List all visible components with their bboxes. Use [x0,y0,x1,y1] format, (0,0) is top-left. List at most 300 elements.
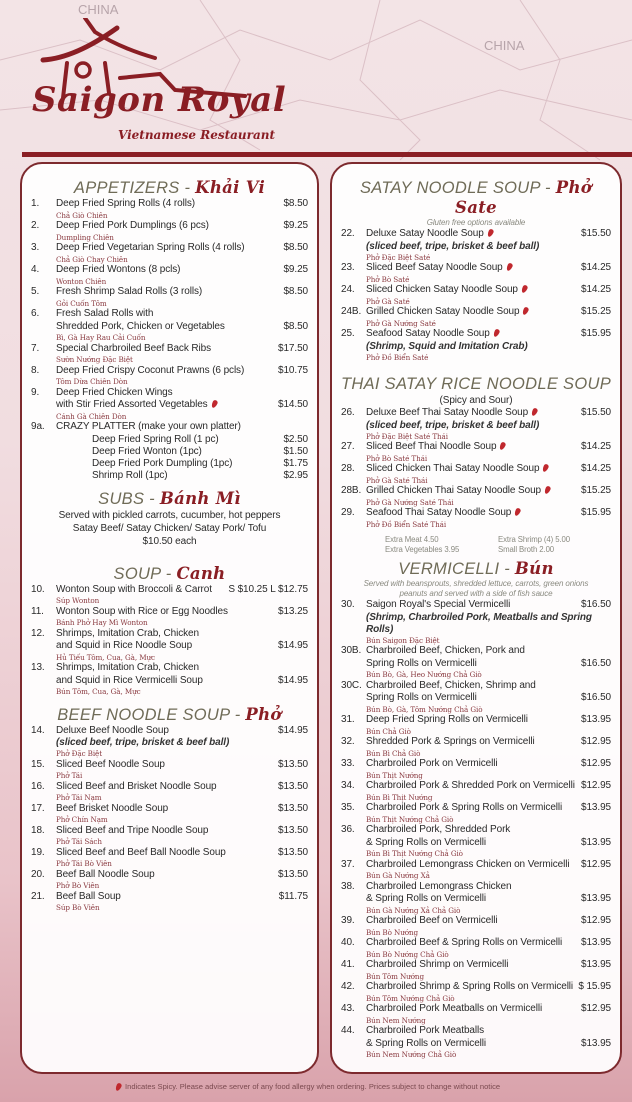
item-number: 24B. [341,306,362,317]
footer-text: Indicates Spicy. Please advise server of any food allergy when ordering. Prices subject to change without notice [125,1081,501,1091]
item-name-text: Deep Fried Chicken Wings [56,386,173,398]
item-number: 20. [31,868,45,880]
item-name-line [56,825,308,838]
item-name-line [366,859,611,872]
section-title-subs: SUBS - Bánh Mì [98,488,241,508]
item-name-text: Charbroiled Pork on Vermicelli [366,758,498,769]
menu-item [341,306,611,328]
item-name-text: Shrimps, Imitation Crab, Chicken [56,627,199,639]
item-name [56,606,274,619]
item-name [366,645,611,658]
item-name-line [56,399,308,412]
item-price: $14.95 [278,640,308,652]
item-name [56,387,308,400]
item-name-text: CRAZY PLATTER (make your own platter) [56,421,241,432]
item-price: $13.95 [581,893,611,904]
item-name-line [56,365,308,378]
menu-item [341,881,611,916]
item-name-text: Sliced Beef Satay Noodle Soup [366,262,503,273]
menu-item [31,286,308,308]
item-price: $15.50 [581,407,611,418]
item-body [366,1025,611,1060]
menu-item [31,781,308,803]
item-name [366,736,577,749]
item-price: $12.95 [581,1003,611,1014]
section-title-satay-noodle-soup: SATAY NOODLE SOUP - Phở Sate [359,178,593,217]
menu-item [341,736,611,758]
item-name-text: Shrimps, Imitation Crab, Chicken [56,662,199,674]
map-label: CHINA [484,38,525,53]
item-body [366,937,611,959]
item-name-text: & Spring Rolls on Vermicelli [366,1037,487,1049]
item-name-line [56,242,308,255]
item-name-line [366,959,611,972]
item-name-line [366,680,611,693]
item-name [366,981,574,994]
item-name [56,584,224,597]
item-name-text: Shredded Pork & Springs on Vermicelli [366,736,535,747]
item-name-text: Fresh Shrimp Salad Rolls (3 rolls) [56,286,203,297]
item-price: $8.50 [283,198,308,209]
item-price: $9.25 [283,264,308,275]
menu-item [341,1003,611,1025]
item-number: 19. [31,846,45,858]
item-vietnamese-name: Bún Thịt Nướng [366,770,423,780]
item-vietnamese-name: Bún Thịt Nướng Chả Giò [366,814,454,824]
item-description: (Shrimp, Squid and Imitation Crab) [366,340,528,352]
item-name [56,421,308,434]
item-number: 33. [341,758,355,769]
menu-item [31,891,308,913]
item-name-text: Charbroiled Beef on Vermicelli [366,915,498,926]
item-name-text: Sliced Beef and Tripe Noodle Soup [56,824,209,836]
platter-option [56,434,308,446]
item-price: $13.95 [581,836,611,848]
chili-pepper-icon [544,485,552,494]
item-vietnamese-name: Phở Tái Bò Viên [56,859,112,869]
item-name [366,837,577,850]
item-name [56,640,274,653]
item-vietnamese-name: Cánh Gà Chiên Dòn [56,411,127,421]
menu-item [341,937,611,959]
item-name-text: Charbroiled Pork, Shredded Pork [366,824,511,835]
item-number: 10. [31,583,45,595]
item-name-line [366,228,611,241]
item-vietnamese-name: Gỏi Cuốn Tôm [56,298,107,308]
item-price: $ 15.95 [578,981,611,992]
item-price: $16.50 [581,599,611,610]
item-name [366,959,577,972]
platter-option-name: Deep Fried Spring Roll (1 pc) [92,433,219,445]
item-price: $14.25 [581,284,611,295]
item-vietnamese-name: Bún Tôm Nướng Chả Giò [366,993,455,1003]
item-body [366,507,611,529]
item-price: $12.95 [581,915,611,926]
item-name [366,485,577,498]
gluten-free-note: Gluten free options available [426,218,526,227]
item-name-line [366,1003,611,1016]
menu-item [31,759,308,781]
item-number: 40. [341,937,355,948]
platter-option-price: $2.50 [283,433,308,445]
item-body [56,825,308,847]
menu-item [31,825,308,847]
item-name-line [56,675,308,688]
item-body [366,802,611,824]
item-price: $12.95 [581,758,611,769]
menu-item [31,803,308,825]
item-number: 42. [341,981,355,992]
item-vietnamese-name: Phở Đồ Biển Saté [366,352,429,362]
spicy-sour-note: (Spicy and Sour) [439,395,513,406]
item-vietnamese-name: Bún Bì Chả Giò [366,748,421,758]
item-body [366,328,611,362]
item-vietnamese-name: Chả Giò Chay Chiên [56,254,128,264]
item-name-line [366,262,611,275]
item-price: $13.50 [278,868,308,880]
item-number: 5. [31,286,40,297]
item-name [366,658,577,671]
menu-item [341,1025,611,1060]
item-name-line [366,780,611,793]
item-price: $14.25 [581,463,611,474]
item-name [56,220,279,233]
item-body [366,485,611,507]
item-body [56,343,308,365]
item-number: 6. [31,308,40,319]
item-name-line [56,781,308,794]
item-body [56,781,308,803]
item-price: $16.50 [581,657,611,669]
item-name [56,781,274,794]
item-body [56,421,308,483]
item-vietnamese-name: Phở Gà Nướng Saté Thái [366,497,454,507]
item-number: 2. [31,220,40,231]
item-name-text: Deep Fried Pork Dumplings (6 pcs) [56,220,209,231]
menu-item [341,507,611,529]
item-name-text: & Spring Rolls on Vermicelli [366,836,487,848]
section-title-beef-noodle-soup: BEEF NOODLE SOUP - Phở [57,704,282,724]
item-body [56,365,308,387]
item-number: 32. [341,736,355,747]
item-name-line [56,606,308,619]
section-title-soup: SOUP - Canh [113,563,226,583]
item-vietnamese-name: Phở Gà Saté Thái [366,475,428,485]
item-name-line [56,421,308,434]
item-name [56,264,279,277]
item-name-line [56,286,308,299]
item-name-text: Deluxe Satay Noodle Soup [366,228,484,239]
menu-item [31,343,308,365]
item-vietnamese-name: Phở Đồ Biển Saté Thái [366,519,447,529]
item-name-text: Seafood Satay Noodle Soup [366,328,490,339]
chili-pepper-icon [531,407,539,416]
item-body [56,308,308,343]
item-name [56,869,274,882]
item-name [366,1038,577,1051]
item-name-line [366,824,611,837]
menu-item [341,599,611,645]
item-vietnamese-name: Bún Saigon Đặc Biệt [366,635,440,645]
item-name-line [56,584,308,597]
menu-item [341,758,611,780]
item-number: 36. [341,824,355,835]
item-name [366,714,577,727]
item-price: $13.95 [581,714,611,725]
item-name-line [56,891,308,904]
item-vietnamese-name: Phở Gà Saté [366,296,410,306]
item-name-line [366,645,611,658]
item-number: 18. [31,824,45,836]
item-name [366,859,577,872]
menu-item [31,725,308,759]
menu-item [341,262,611,284]
item-body [366,284,611,306]
item-price: $13.95 [581,1037,611,1049]
item-name-line [366,692,611,705]
item-name-text: Charbroiled Pork Meatballs on Vermicelli [366,1003,543,1014]
item-price: $13.95 [581,959,611,970]
item-body [56,387,308,422]
item-name-text: Sliced Beef Thai Noodle Soup [366,441,497,452]
item-name-line [56,628,308,641]
item-name-line [56,308,308,321]
item-vietnamese-name: Phở Bò Saté Thái [366,453,428,463]
item-body [56,847,308,869]
item-name-line [366,507,611,520]
menu-item [31,387,308,422]
map-label: CHINA [78,2,119,17]
item-number: 44. [341,1025,355,1036]
item-name-text: Sliced Beef and Brisket Noodle Soup [56,780,217,792]
item-description: (Shrimp, Charbroiled Pork, Meatballs and Spring Rolls) [366,611,592,635]
item-name-text: Deep Fried Wontons (8 pcls) [56,264,181,275]
item-number: 30C. [341,679,362,691]
menu-item [341,959,611,981]
item-number: 22. [341,228,355,239]
item-body [56,803,308,825]
item-name-line [56,321,308,334]
item-name-line [56,759,308,772]
item-number: 9. [31,386,40,398]
item-name [56,343,274,356]
item-body [56,584,308,606]
item-name-text: Charbroiled Lemongrass Chicken on Vermicelli [366,858,570,870]
chili-pepper-icon [115,1082,123,1091]
item-price: $12.95 [581,736,611,747]
menu-item [341,441,611,463]
item-name-text: Charbroiled Beef, Chicken, Shrimp and [366,679,536,691]
item-body [366,262,611,284]
item-number: 7. [31,342,40,354]
item-body [366,758,611,780]
item-body [56,662,308,697]
item-body [366,407,611,441]
platter-option [56,446,308,458]
item-body [56,286,308,308]
menu-item [341,915,611,937]
chili-pepper-icon [514,507,522,516]
menu-item [341,714,611,736]
item-name [56,198,279,211]
item-name-text: Special Charbroiled Beef Back Ribs [56,342,212,354]
item-name [56,725,274,738]
item-name-text: Sliced Beef and Beef Ball Noodle Soup [56,846,226,858]
item-number: 17. [31,802,45,814]
item-name-line [366,802,611,815]
item-description: (sliced beef, tripe, brisket & beef ball) [366,419,540,431]
item-number: 25. [341,328,355,339]
item-number: 16. [31,780,45,792]
platter-option-name: Shrimp Roll (1pc) [92,470,168,482]
item-name-line [56,343,308,356]
item-number: 28. [341,463,355,474]
item-name-text: Beef Brisket Noodle Soup [56,802,169,814]
item-number: 30. [341,599,355,610]
item-name [366,893,577,906]
chili-pepper-icon [542,463,550,472]
item-name [56,847,274,860]
item-vietnamese-name: Bún Tôm, Cua, Gà, Mực [56,687,141,697]
item-name-text: Charbroiled Pork Meatballs [366,1025,485,1036]
item-number: 34. [341,780,355,791]
item-name-text: Spring Rolls on Vermicelli [366,692,477,703]
item-vietnamese-name: Bún Tôm Nướng [366,971,424,981]
item-name [56,286,279,299]
item-name-line [366,658,611,671]
item-name-line [366,441,611,454]
item-name-line [366,485,611,498]
menu-item [31,308,308,343]
item-name-text: Charbroiled Beef & Spring Rolls on Vermicelli [366,937,563,948]
item-vietnamese-name: Bì, Gà Hay Rau Cải Cuốn [56,333,146,342]
item-vietnamese-name: Phở Đặc Biệt Saté [366,252,431,262]
platter-option [56,458,308,470]
section-title-vermicelli: VERMICELLI - Bún [398,559,554,578]
item-price: $15.25 [581,485,611,496]
item-name [366,306,577,319]
item-number: 38. [341,880,355,892]
item-price: $15.95 [581,328,611,339]
item-name [56,628,308,641]
menu-item [31,628,308,663]
item-name-text: Deep Fried Crispy Coconut Prawns (6 pcls) [56,364,245,376]
item-vietnamese-name: Bún Bò, Gà, Heo Nướng Chả Giò [366,670,482,679]
item-price: $11.75 [278,890,308,902]
item-name [56,675,274,688]
item-vietnamese-name: Chả Giò Chiên [56,210,108,220]
item-name-text: & Spring Rolls on Vermicelli [366,893,487,904]
item-price: $14.95 [278,674,308,686]
item-price: $8.50 [283,320,308,332]
item-vietnamese-name: Bún Bò Nướng [366,927,418,937]
menu-panel-left [20,162,319,1074]
item-name-line [366,758,611,771]
item-name [56,321,279,334]
footer-note [0,1074,632,1102]
item-vietnamese-name: Phở Bò Saté [366,274,410,284]
item-price: $8.50 [283,242,308,253]
item-number: 28B. [341,485,362,496]
item-name [56,825,274,838]
item-name-line [56,387,308,400]
item-name-text: Deep Fried Spring Rolls (4 rolls) [56,198,195,209]
item-price: $12.95 [581,858,611,870]
item-vietnamese-name: Bánh Phở Hay Mì Wonton [56,618,148,628]
item-number: 35. [341,802,355,813]
item-name [56,308,308,321]
item-name-text: Deep Fried Vegetarian Spring Rolls (4 rolls) [56,242,245,253]
item-number: 24. [341,284,355,295]
item-name [366,937,577,950]
item-price: $13.50 [278,802,308,814]
item-vietnamese-name: Tôm Dừa Chiên Dòn [56,377,128,386]
item-price: $15.95 [581,507,611,518]
item-vietnamese-name: Bún Nem Nướng [366,1015,426,1025]
item-number: 15. [31,758,45,770]
item-number: 1. [31,198,40,209]
item-name [366,284,577,297]
item-body [366,441,611,463]
item-body [56,606,308,628]
item-vietnamese-name: Phở Chín Nạm [56,815,108,825]
item-number: 39. [341,915,355,926]
item-price: $14.25 [581,441,611,452]
item-name [366,758,577,771]
item-name [56,399,274,412]
item-body [366,824,611,859]
item-number: 23. [341,262,355,273]
item-price: $13.95 [581,937,611,948]
item-vietnamese-name: Súp Wonton [56,596,100,606]
item-name [366,915,577,928]
item-name-text: Charbroiled Lemongrass Chicken [366,880,512,892]
item-vietnamese-name: Bún Nem Nướng Chả Giò [366,1050,457,1059]
menu-item [341,463,611,485]
item-body [56,759,308,781]
item-body [56,628,308,663]
item-name-text: Sliced Beef Noodle Soup [56,758,165,770]
item-name-text: Grilled Chicken Satay Noodle Soup [366,306,520,317]
item-body [366,228,611,262]
menu-item [31,198,308,220]
item-number: 3. [31,242,40,253]
item-name-line [366,736,611,749]
item-price: $13.50 [278,780,308,792]
item-name [56,662,308,675]
item-body [366,645,611,680]
item-vietnamese-name: Bún Gà Nướng Xả [366,871,430,880]
platter-option-price: $1.50 [283,445,308,457]
item-price: $13.50 [278,846,308,858]
item-name-line [56,220,308,233]
item-vietnamese-name: Bún Bò Nướng Chả Giò [366,949,449,959]
item-name-text: Grilled Chicken Thai Satay Noodle Soup [366,485,542,496]
item-vietnamese-name: Phở Đặc Biệt [56,749,102,759]
item-vietnamese-name: Súp Bò Viên [56,903,100,913]
item-vietnamese-name: Sườn Nướng Đặc Biệt [56,355,133,364]
item-name-text: Charbroiled Pork & Shredded Pork on Vermicelli [366,780,575,791]
item-name-text: Spring Rolls on Vermicelli [366,657,477,669]
subs-description [31,509,308,548]
menu-item [341,780,611,802]
item-name-text: and Squid in Rice Vermicelli Soup [56,674,203,686]
chili-pepper-icon [492,328,500,337]
menu-item [341,680,611,715]
item-name [366,881,611,894]
item-body [56,869,308,891]
item-name-text: Beef Ball Noodle Soup [56,868,155,880]
